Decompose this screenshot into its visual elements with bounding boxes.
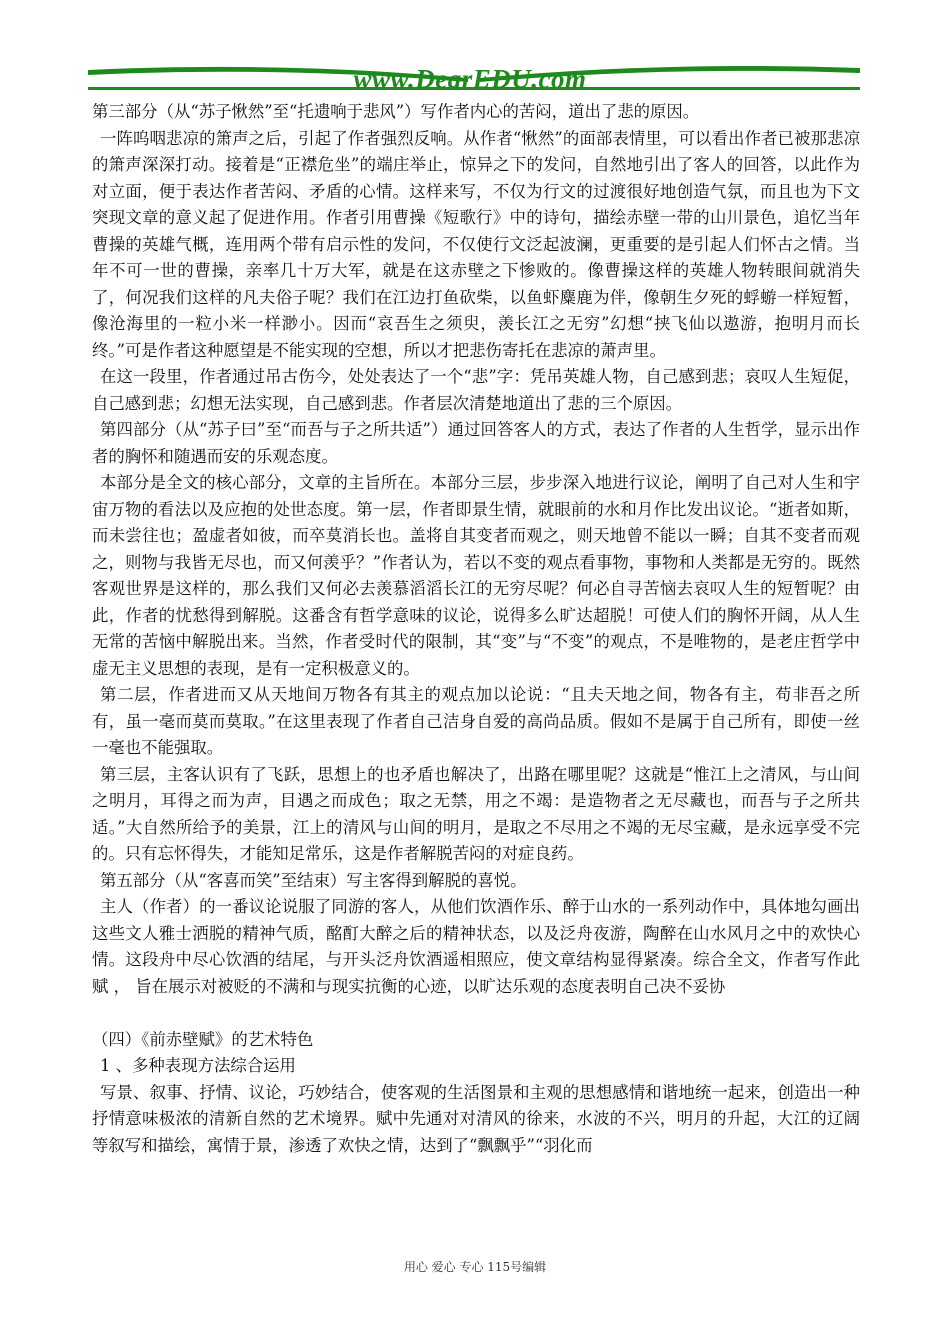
paragraph: 第三层，主客认识有了飞跃，思想上的也矛盾也解决了，出路在哪里呢？这就是“惟江上之清风，与山间之明月，耳得之而为声，目遇之而成色；取之无禁，用之不竭：是造物者之无尽藏也，而吾与子之所共适。”大自然所给予的美景，江上的清风与山间的明月，是取之不尽用之不竭的无尽宝藏，是永远享受不完的。只有忘怀得失，才能知足常乐，这是作者解脱苦闷的对症良药。 (92, 764, 860, 863)
page-footer: 用心 爱心 专心 115号编辑 (403, 1260, 547, 1274)
paragraph: 本部分是全文的核心部分，文章的主旨所在。本部分三层，步步深入地进行议论，阐明了自己对人生和宇宙万物的看法以及应抱的处世态度。第一层，作者即景生情，就眼前的水和月作比发出议论。“逝者如斯，而未尝往也；盈虚者如彼，而卒莫消长也。盖将自其变者而观之，则天地曾不能以一瞬；自其不变者而观之，则物与我皆无尽也，而又何羡乎？”作者认为，若以不变的观点看事物，事物和人类都是无穷的。既然客观世界是这样的，那么我们又何必去羡慕滔滔长江的无穷尽呢？何必自寻苦恼去哀叹人生的短暂呢？由此，作者的忧愁得到解脱。这番含有哲学意味的议论，说得多么旷达超脱！可使人们的胸怀开阔，从人生无常的苦恼中解脱出来。当然，作者受时代的限制，其“变”与“不变”的观点，不是唯物的，是老庄哲学中虚无主义思想的表现，是有一定积极意义的。 (92, 473, 860, 678)
paragraph: 第四部分（从“苏子曰”至“而吾与子之所共适”）通过回答客人的方式，表达了作者的人生哲学，显示出作者的胸怀和随遇而安的乐观态度。 (92, 420, 860, 466)
paragraph: 第二层，作者进而又从天地间万物各有其主的观点加以论说：“且夫天地之间，物各有主，苟非吾之所有，虽一毫而莫而莫取。”在这里表现了作者自己洁身自爱的高尚品质。假如不是属于自己所有，即使一丝一毫也不能强取。 (92, 685, 860, 757)
blank-line (92, 1000, 860, 1027)
paragraph: 第五部分（从“客喜而笑”至结束）写主客得到解脱的喜悦。 (100, 870, 527, 890)
site-logo: www.DearEDU.com (353, 64, 587, 94)
paragraph: 第三部分（从“苏子愀然”至“托遗响于悲风”）写作者内心的苦闷，道出了悲的原因。 (92, 102, 700, 121)
paragraph: 一阵呜咽悲凉的箫声之后，引起了作者强烈反响。从作者“愀然”的面部表情里，可以看出作者已被那悲凉的箫声深深打动。接着是“正襟危坐”的端庄举止，惊异之下的发问，自然地引出了客人的回答，以此作为对立面，便于表达作者苦闷、矛盾的心情。这样来写，不仅为行文的过渡很好地创造气氛，而且也为下文突现文章的意义起了促进作用。作者引用曹操《短歌行》中的诗句，描绘赤壁一带的山川景色，追忆当年曹操的英雄气概，连用两个带有启示性的发问，不仅使行文泛起波澜，更重要的是引起人们怀古之情。当年不可一世的曹操，亲率几十万大军，就是在这赤壁之下惨败的。像曹操这样的英雄人物转眼间就消失了，何况我们这样的凡夫俗子呢？我们在江边打鱼砍柴，以鱼虾麋鹿为伴，像朝生夕死的蜉蝣一样短暂，像沧海里的一粒小米一样渺小。因而“哀吾生之须臾，羡长江之无穷”幻想“挟飞仙以遨游，抱明月而长终。”可是作者这种愿望是不能实现的空想，所以才把悲伤寄托在悲凉的萧声里。 (92, 128, 860, 360)
section-heading: （四）《前赤壁赋》的艺术特色 (92, 1029, 314, 1049)
paragraph: 在这一段里，作者通过吊古伤今，处处表达了一个“悲”字：凭吊英雄人物，自己感到悲；哀叹人生短促，自己感到悲；幻想无法实现，自己感到悲。作者层次清楚地道出了悲的三个原因。 (92, 367, 860, 413)
paragraph: 主人（作者）的一番议论说服了同游的客人，从他们饮酒作乐、醉于山水的一系列动作中，具体地勾画出这些文人雅士洒脱的精神气质，酩酊大醉之后的精神状态，以及泛舟夜游，陶醉在山水风月之中的欢快心情。这段舟中尽心饮酒的结尾，与开头泛舟饮酒遥相照应，使文章结构显得紧凑。综合全文，作者写作此赋 ， 旨在展示对被贬的不满和与现实抗衡的心迹，以旷达乐观的态度表明自己决不妥协 (92, 897, 860, 996)
article-body (92, 99, 860, 1159)
subsection-heading: 1 、多种表现方法综合运用 (100, 1056, 296, 1075)
paragraph: 写景、叙事、抒情、议论，巧妙结合，使客观的生活图景和主观的思想感情和谐地统一起来，创造出一种抒情意味极浓的清新自然的艺术境界。赋中先通对对清风的徐来，水波的不兴，明月的升起，大江的辽阔等叙写和描绘，寓情于景，渗透了欢快之情，达到了“飘飘乎”“羽化而 (92, 1082, 860, 1155)
site-header (88, 58, 860, 98)
